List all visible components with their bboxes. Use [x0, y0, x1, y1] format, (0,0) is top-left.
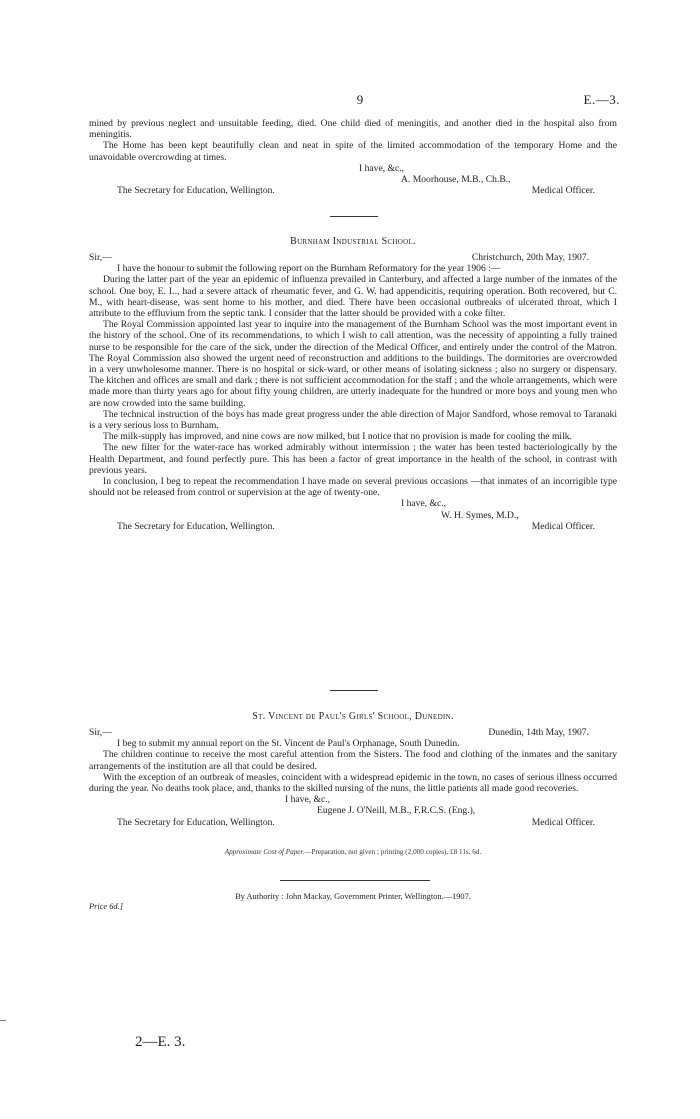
margin-mark: [0, 1020, 6, 1021]
closing: I have, &c.,: [285, 794, 331, 806]
paragraph: The children continue to receive the most careful attention from the Sisters. The food and clothing of the inmates and the sanitary arrangements of the institution are all that could be desired.: [89, 749, 617, 772]
section-1: [89, 118, 617, 196]
paragraph: The Royal Commission appointed last year to inquire into the management of the Burnham School was the most important event in the history of the school. One of its recommendations, to which I wish to call attention, was the necessity of appointing a fully trained nurse to be responsible for the care of the sick, under the direction of the Medical Officer, and entirely under the control of the Matron. The Royal Commission also showed the urgent need of reconstruction and additions to the buildings. The dormitories are overcrowded in a very unwholesome manner. There is no hospital or sick-ward, or other means of isolating sickness ; also no surgery or dispensary. The kitchen and offices are small and dark ; there is not sufficient accommodation for the staff ; and the whole arrangements, which were made more than thirty years ago for about fifty young children, are utterly inadequate for the hundred or more boys and young men who are now crowded into the same building.: [89, 319, 617, 409]
paragraph: mined by previous neglect and unsuitable feeding, died. One child died of meningitis, and another died in the hospital also from meningitis.: [89, 118, 617, 141]
paragraph: With the exception of an outbreak of measles, coincident with a widespread epidemic in the town, no cases of serious illness occurred during the year. No deaths took place, and, thanks to the skilled nursing of the nuns, the little patients all made good recoveries.: [89, 771, 617, 794]
officer-title: Medical Officer.: [531, 185, 595, 197]
salutation: Sir,—: [89, 727, 112, 738]
signature: W. H. Symes, M.D.,: [441, 509, 519, 521]
officer-title: Medical Officer.: [531, 520, 595, 532]
addressee: The Secretary for Education, Wellington.: [117, 816, 275, 828]
section-heading: Burnham Industrial School.: [290, 236, 416, 247]
signature-row: [89, 805, 617, 816]
paragraph: The milk-supply has improved, and nine cows are now milked, but I notice that no provision is made for cooling the milk.: [103, 431, 572, 443]
section-heading: St. Vincent de Paul's Girls' School, Dunedin.: [252, 711, 454, 722]
closing-row: [89, 794, 617, 805]
paragraph: The technical instruction of the boys has made great progress under the able direction of Major Sandford, whose removal to Taranaki is a very serious loss to Burnham.: [89, 408, 617, 432]
intro: I have the honour to submit the following report on the Burnham Reformatory for the year 1906 :—: [117, 263, 501, 275]
price: Price 6d.]: [89, 902, 123, 911]
salutation-row: [89, 727, 617, 738]
officer-title: Medical Officer.: [531, 816, 595, 828]
paragraph: The new filter for the water-race has worked admirably without intermission ; the water has been tested bacteriologically by the Health Department, and found perfectly pure. This has been a factor of great importance in the health of the school, in contrast with previous years.: [89, 442, 617, 476]
signature-row: [89, 510, 617, 521]
section-divider: [330, 216, 378, 217]
closing-row: [89, 498, 617, 509]
paragraph: The Home has been kept beautifully clean and neat in spite of the limited accommodation of the temporary Home and the unavoidable overcrowding at times.: [89, 140, 617, 163]
document-code: E.—3.: [583, 92, 620, 107]
section-2: [89, 252, 617, 532]
section-3: [89, 727, 617, 828]
place-date: Christchurch, 20th May, 1907.: [471, 252, 589, 263]
page-number: 9: [356, 92, 364, 107]
cost-note-label: Approximate Cost of Paper.: [224, 848, 305, 856]
addressee: The Secretary for Education, Wellington.: [117, 185, 275, 197]
addressee-row: [89, 521, 617, 532]
signature-row: [89, 174, 617, 185]
closing: I have, &c.,: [401, 498, 447, 510]
salutation: Sir,—: [89, 252, 112, 263]
cost-note: [89, 848, 617, 856]
cost-note-text: —Preparation, not given ; printing (2,000 copies), £8 11s. 6d.: [304, 848, 482, 856]
signature: Eugene J. O'Neill, M.B., F.R.C.S. (Eng.),: [317, 805, 476, 817]
paragraph: In conclusion, I beg to repeat the recommendation I have made on several previous occasions —that inmates of an incorrigible type should not be released from control or supervision at the age of twenty-one.: [89, 476, 617, 499]
closing: I have, &c.,: [359, 162, 405, 174]
addressee-row: [89, 185, 617, 196]
paragraph: During the latter part of the year an epidemic of influenza prevailed in Canterbury, and affected a large number of the inmates of the school. One boy, E. L., had a severe attack of rheumatic fever, and G. W. had appendicitis, requiring operation. Both recovered, but C. M., with heart-disease, was sent home to his mother, and died. There have been occasional outbreaks of ulcerated throat, which I attribute to the effluvium from the septic tank. I consider that the latter should be provided with a coke filter.: [89, 274, 617, 319]
printer-imprint: By Authority : John Mackay, Government Printer, Wellington.—1907.: [235, 892, 471, 901]
intro: I beg to submit my annual report on the St. Vincent de Paul's Orphanage, South Dunedin.: [117, 738, 460, 750]
place-date: Dunedin, 14th May, 1907.: [488, 727, 589, 738]
addressee: The Secretary for Education, Wellington.: [117, 520, 275, 532]
signature-mark: 2—E. 3.: [135, 1034, 186, 1050]
section-divider: [330, 690, 378, 691]
addressee-row: [89, 817, 617, 828]
closing-row: [89, 163, 617, 174]
salutation-row: [89, 252, 617, 263]
printer-divider: [280, 880, 430, 881]
signature: A. Moorhouse, M.B., Ch.B.,: [401, 174, 511, 185]
